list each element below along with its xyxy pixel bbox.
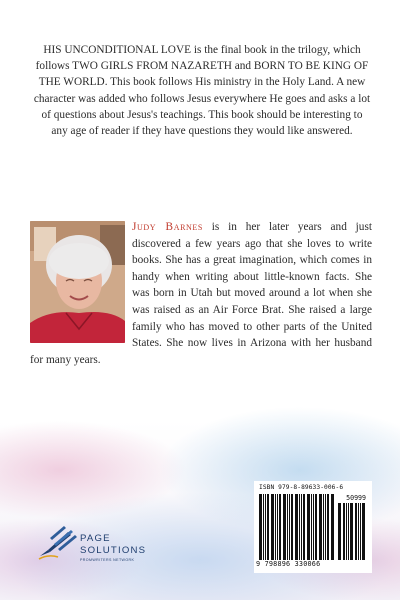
author-bio-text: is in her later years and just discovered a few years ago that she loves to write books. She has a great imagination, which comes in handy when writing about little-known facts. She was born in Utah but moved around a lot when she was raised as an Air Force Brat. She raised a large family who has moved to other parts of the United States. She now lives in Arizona with her husband for many years. <box>30 221 372 366</box>
book-blurb: HIS UNCONDITIONAL LOVE is the final book in the trilogy, which follows TWO GIRLS FROM NAZARETH and BORN TO BE KING OF THE WORLD. This book follows His ministry in the Holy Land. A new character was added who follows Jesus everywhere He goes and asks a lot of questions about Jesus's teachings. This book should be interesting to any age of reader if they have questions they would like answered. <box>33 44 371 138</box>
publisher-tagline: PROMWRITERS NETWORK <box>80 558 135 562</box>
publisher-name <box>80 533 146 556</box>
author-bio <box>30 219 372 368</box>
barcode-bar <box>301 494 302 560</box>
author-name: Judy Barnes <box>132 221 203 233</box>
barcode-bar <box>299 494 300 560</box>
barcode-bar <box>362 503 365 560</box>
barcode-bar <box>279 494 281 560</box>
publisher-logo <box>38 522 178 572</box>
barcode-bar <box>319 494 322 560</box>
barcode-digits: 9 798896 330066 <box>256 560 321 568</box>
isbn-label: ISBN 979-8-89633-006-6 <box>259 484 344 491</box>
barcode-bar <box>315 494 317 560</box>
ean-barcode-bars <box>259 494 335 560</box>
price-code: 50999 <box>346 494 366 502</box>
photo-spacer <box>30 219 132 345</box>
publisher-name-line2: SOLUTIONS <box>80 544 147 556</box>
barcode-bar <box>275 494 276 560</box>
barcode-bar <box>346 503 347 560</box>
barcode-bar <box>327 494 329 560</box>
pen-logo-icon <box>38 522 78 562</box>
barcode-bar <box>348 503 349 560</box>
barcode-bar <box>295 494 298 560</box>
barcode-bar <box>307 494 310 560</box>
barcode-bar <box>358 503 359 560</box>
barcode-bar <box>265 494 266 560</box>
barcode-bar <box>325 494 326 560</box>
addon-barcode-bars <box>338 503 368 560</box>
barcode-bar <box>360 503 361 560</box>
barcode-bar <box>277 494 278 560</box>
barcode-bar <box>338 503 341 560</box>
barcode-bar <box>343 503 345 560</box>
publisher-name-line1: PAGE <box>80 533 111 544</box>
barcode-bar <box>323 494 324 560</box>
barcode-bar <box>303 494 305 560</box>
barcode-bar <box>259 494 262 560</box>
barcode-bar <box>267 494 269 560</box>
barcode-bar <box>355 503 357 560</box>
barcode-bar <box>313 494 314 560</box>
barcode-bar <box>287 494 288 560</box>
barcode-bar <box>289 494 290 560</box>
barcode-bar <box>350 503 353 560</box>
barcode-bar <box>263 494 264 560</box>
barcode-bar <box>283 494 286 560</box>
barcode-bar <box>271 494 274 560</box>
isbn-barcode <box>254 481 372 573</box>
barcode-bar <box>311 494 312 560</box>
barcode-bar <box>291 494 293 560</box>
barcode-bar <box>331 494 334 560</box>
